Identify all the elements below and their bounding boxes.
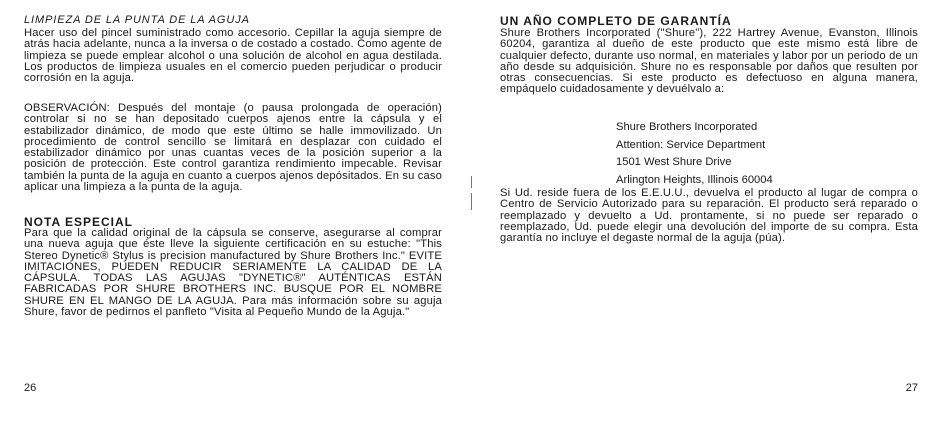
address-line-4: Arlington Heights, Illinois 60004 (616, 173, 773, 186)
service-address (616, 119, 916, 189)
address-line-1: Shure Brothers Incorporated (616, 121, 758, 133)
limpieza-paragraph: Hacer uso del pincel suministrado como accesorio. Cepillar la aguja siempre de atrás hacia adelante, nunca a la inversa o de costado a costado. Como agente de limpieza se puede emplear alcohol o una solución de alcohol en agua destilada. Los productos de limpieza usuales en el comercio pueden perjudicar o producir corrosión en la aguja. (24, 27, 442, 85)
section-title-limpieza: LIMPIEZA DE LA PUNTA DE LA AGUJA (24, 14, 250, 26)
garantia-paragraph: Shure Brothers Incorporated ("Shure"), 222 Hartrey Avenue, Evanston, Illinois 60204, garantiza al dueño de este producto que este mismo está libre de cualquier defecto, durante uso normal, en materiales y labor por un periodo de un año desde su adquisición. Shure no es responsable por daños que resulten por otras consecuencias. Si este producto es defectuoso en alguna manera, empáquelo cuidadosamente y devuélvalo a: (500, 27, 918, 96)
page-number-left: 26 (24, 382, 37, 394)
observacion-paragraph: OBSERVACIÓN: Después del montaje (o pausa prolongada de operación) controlar si no se han depositado cuerpos ajenos entre la cápsula y el estabilizador dinámico, de modo que este último se halle immovilizado. Un procedimiento de control sencillo se limitará en desplazar con cuidado el estabilizador dinámico por unas cuantas veces de la posición superior a la posición de protección. Este control garantiza rendimiento impecable. Revisar también la punta de la aguja en cuanto a cuerpos ajenos depósitados. En su caso aplicar una limpieza a la punta de la aguja. (24, 102, 442, 194)
fuera-eeuu-paragraph: Si Ud. reside fuera de los E.E.U.U., devuelva el producto al lugar de compra o Centro de Servicio Autorizado para su reparación. El producto será reparado o reemplazado y devuelto a Ud. prontamente, si no puede ser reparado o reemplazado, Ud. puede elegir una devolución del importe de su compra. Esta garantía no incluye el degaste normal de la aguja (púa). (500, 187, 918, 245)
margin-bar-2 (471, 193, 472, 210)
section-title-nota-especial: NOTA ESPECIAL (24, 215, 134, 229)
page-number-right: 27 (905, 382, 918, 394)
nota-especial-paragraph: Para que la calidad original de la cápsula se conserve, asegurarse al comprar una nueva aguja que éste lleve la siguiente certificación en su estuche: "This Stereo Dynetic® Stylus is precision manufactured by Shure Brothers Inc." EVITE IMITACIONES, PUEDEN REDUCIR SERIAMENTE LA CALIDAD DE LA CÁPSULA. TODAS LAS AGUJAS "DYNETIC®" AUTÉNTICAS ESTÁN FABRICADAS POR SHURE BROTHERS INC. BUSQUE POR EL NOMBRE SHURE EN EL MANGO DE LA AGUJA. Para más información sobre su aguja Shure, favor de pedirnos el panfleto "Visita al Pequeño Mundo de la Aguja." (24, 227, 442, 319)
address-line-3: 1501 West Shure Drive (616, 156, 732, 168)
section-title-garantia: UN AÑO COMPLETO DE GARANTÍA (500, 14, 732, 28)
address-line-2: Attention: Service Department (616, 138, 766, 151)
margin-bar-1 (471, 176, 472, 188)
